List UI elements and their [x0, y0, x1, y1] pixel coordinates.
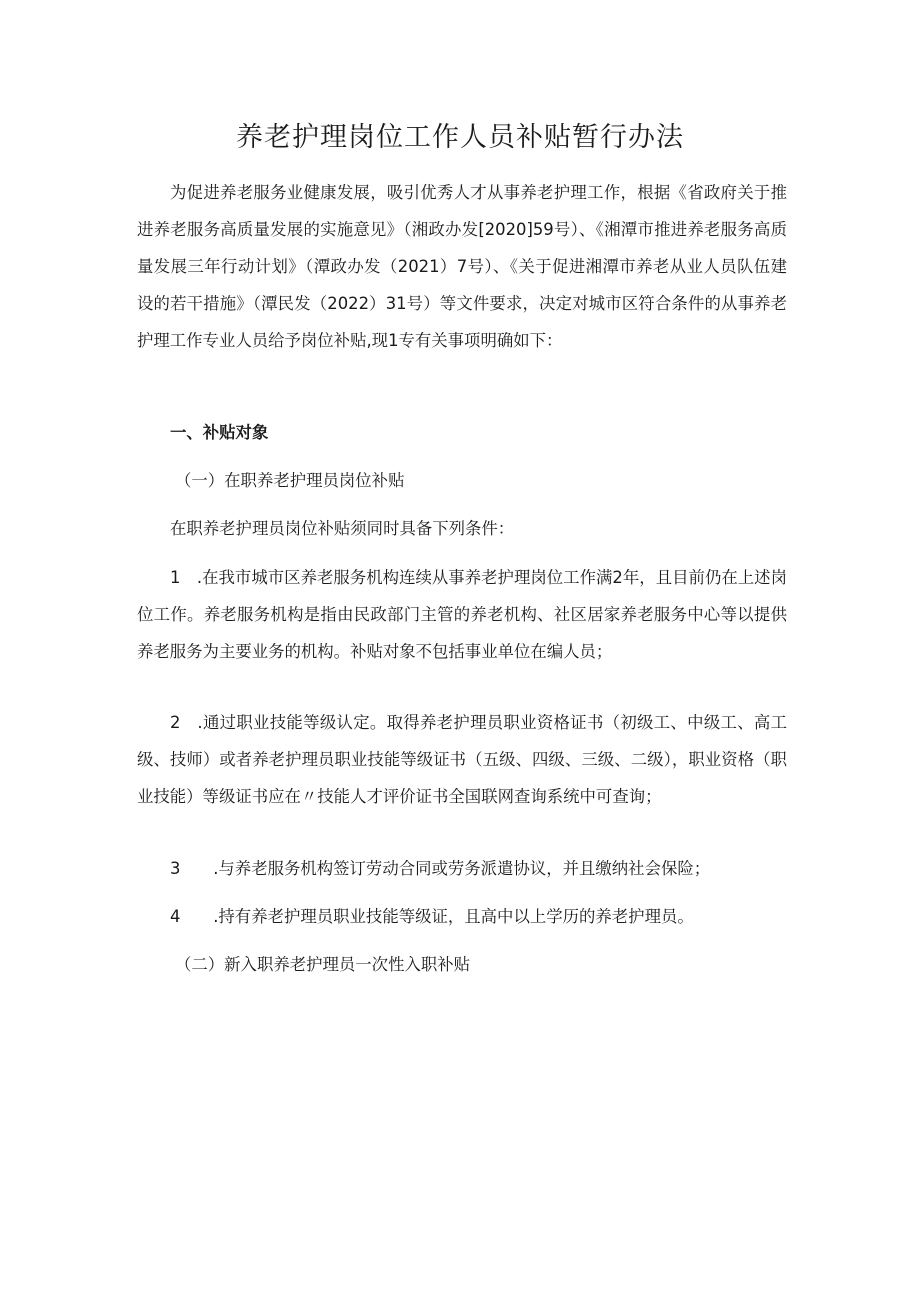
condition-item-3: 3 .与养老服务机构签订劳动合同或劳务派遣协议，并且缴纳社会保险； — [170, 859, 711, 878]
condition-item-1: 1 .在我市城市区养老服务机构连续从事养老护理岗位工作满2年，且目前仍在上述岗位工作。养老服务机构是指由民政部门主管的养老机构、社区居家养老服务中心等以提供养老服务为主要业务的机构。补贴对象不包括事业单位在编人员； — [137, 568, 787, 661]
intro-paragraph: 为促进养老服务业健康发展，吸引优秀人才从事养老护理工作，根据《省政府关于推进养老服务高质量发展的实施意见》（湘政办发[2020]59号）、《湘潭市推进养老服务高质量发展三年行动计划》（潭政办发（2021）7号）、《关于促进湘潭市养老从业人员队伍建设的若干措施》（潭民发（2022）31号）等文件要求，决定对城市区符合条件的从事养老护理工作专业人员给予岗位补贴,现1专有关事项明确如下： — [137, 183, 787, 350]
section-heading-subsidy-targets: 一、补贴对象 — [170, 423, 269, 442]
subsection-lead: 在职养老护理员岗位补贴须同时具备下列条件： — [170, 519, 515, 538]
condition-item-4: 4 .持有养老护理员职业技能等级证，且高中以上学历的养老护理员。 — [170, 907, 694, 926]
document-title: 养老护理岗位工作人员补贴暂行办法 — [236, 122, 684, 153]
condition-item-2: 2 .通过职业技能等级认定。取得养老护理员职业资格证书（初级工、中级工、高工级、技师）或者养老护理员职业技能等级证书（五级、四级、三级、二级），职业资格（职业技能）等级证书应在〃技能人才评价证书全国联网查询系统中可查询； — [137, 713, 787, 806]
subsection-heading-new-hire: （二）新入职养老护理员一次性入职补贴 — [175, 955, 471, 974]
subsection-heading-in-service: （一）在职养老护理员岗位补贴 — [175, 471, 405, 490]
